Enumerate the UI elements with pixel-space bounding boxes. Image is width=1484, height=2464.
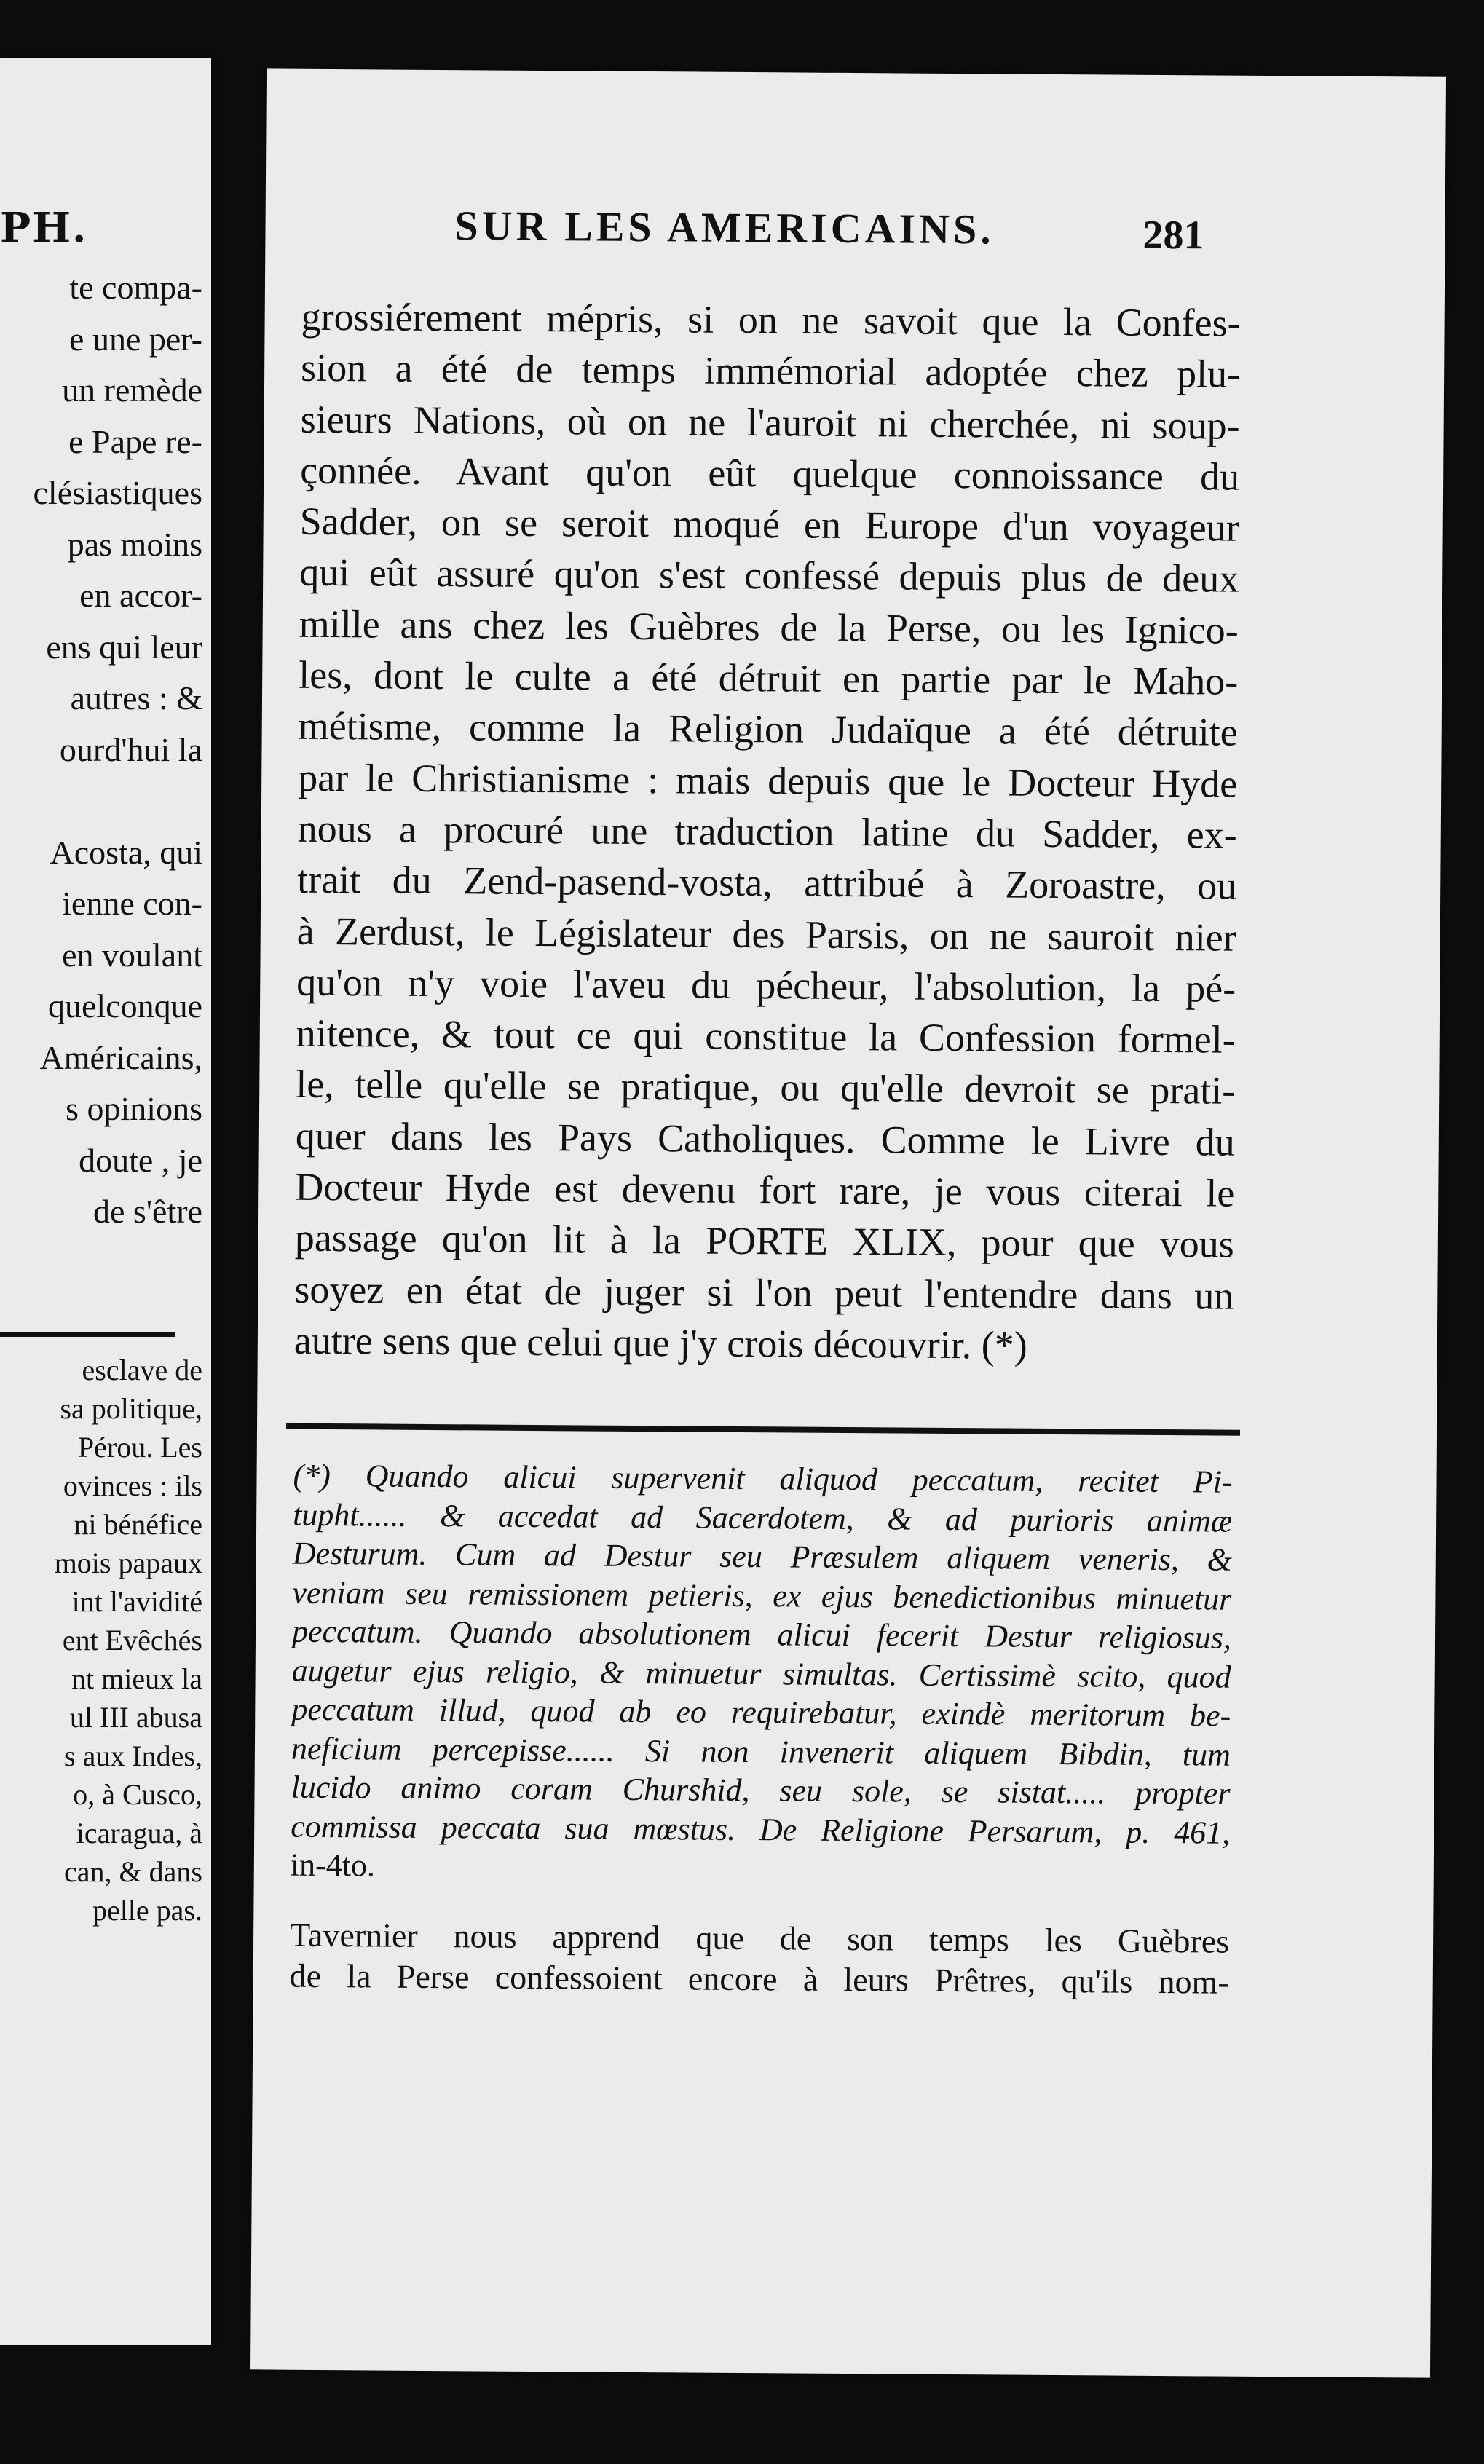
text-line: Desturum. Cum ad Destur seu Præsulem aliquem veneris, & [292, 1535, 1232, 1578]
right-page [250, 68, 1446, 2377]
text-line: à Zerdust, le Législateur des Parsis, on ne sauroit nier [296, 909, 1236, 960]
text-line: grossiérement mépris, si on ne savoit que la Confes- [301, 294, 1241, 345]
text-line: o, à Cusco, [73, 1778, 202, 1811]
text-line: ni bénéfice [74, 1508, 202, 1541]
text-line: veniam seu remissionem petieris, ex ejus benedictionibus minuetur [292, 1574, 1232, 1617]
text-line: Docteur Hyde est devenu fort rare, je vous citerai le [295, 1164, 1235, 1215]
text-line: autre sens que celui que j'y crois découvrir. (*) [293, 1318, 1027, 1367]
text-line: Américains, [39, 1038, 202, 1076]
text-line: Pérou. Les [77, 1431, 202, 1464]
text-line: sieurs Nations, où on ne l'auroit ni cherchée, ni soup- [300, 397, 1240, 448]
text-line: nt mieux la [71, 1662, 202, 1695]
text-line: can, & dans [64, 1855, 202, 1888]
text-line: trait du Zend-pasend-vosta, attribué à Zoroastre, ou [297, 857, 1237, 908]
text-line: Tavernier nous apprend que de son temps les Guèbres [289, 1916, 1230, 1960]
text-line: icaragua, à [76, 1817, 202, 1849]
text-line: sa politique, [60, 1392, 202, 1425]
text-line: métisme, comme la Religion Judaïque a été détruite [298, 704, 1238, 755]
text-line: Sadder, on se seroit moqué en Europe d'un voyageur [299, 499, 1239, 550]
text-line: çonnée. Avant qu'on eût quelque connoissance du [299, 448, 1240, 499]
text-line: commissa peccata sua mœstus. De Religione Persarum, p. 461, [291, 1808, 1231, 1851]
text-line [0, 775, 202, 827]
text-line: ovinces : ils [63, 1469, 202, 1502]
text-line: en accor- [79, 577, 202, 614]
text-line: Acosta, qui [50, 833, 202, 871]
left-page-footnote [0, 1351, 202, 1930]
text-line: e une per- [69, 320, 202, 358]
text-line: qu'on n'y voie l'aveu du pécheur, l'absolution, la pé- [296, 960, 1236, 1011]
text-line: mois papaux [54, 1547, 202, 1579]
text-line: pelle pas. [92, 1894, 202, 1927]
text-line: clésiastiques [33, 474, 202, 511]
text-line: ens qui leur [46, 628, 202, 666]
text-line: ourd'hui la [59, 730, 202, 768]
text-line: nitence, & tout ce qui constitue la Confession formel- [296, 1011, 1236, 1062]
page-number: 281 [1142, 212, 1204, 258]
left-page-text [0, 262, 202, 1238]
text-line: un remède [62, 371, 202, 408]
text-line: autres : & [70, 679, 202, 716]
text-line: sion a été de temps immémorial adoptée chez plu- [300, 346, 1241, 397]
text-line: (*) Quando alicui supervenit aliquod peccatum, recitet Pi- [293, 1457, 1233, 1500]
text-line: esclave de [82, 1354, 202, 1386]
body-text [294, 291, 1241, 1373]
text-line: mille ans chez les Guèbres de la Perse, ou les Ignico- [299, 601, 1239, 652]
text-line: quer dans les Pays Catholiques. Comme le Livre du [295, 1113, 1236, 1164]
text-line: ienne con- [62, 885, 202, 922]
text-line: soyez en état de juger si l'on peut l'entendre dans un [294, 1267, 1234, 1318]
text-line: te compa- [69, 269, 202, 306]
text-line: s opinions [66, 1090, 202, 1127]
text-line: e Pape re- [68, 422, 202, 460]
text-line: les, dont le culte a été détruit en partie par le Maho- [299, 652, 1239, 703]
footnote-rule [286, 1423, 1240, 1436]
footnote-continuation [290, 1915, 1230, 2003]
text-line: de la Perse confessoient encore à leurs Prêtres, qu'ils nom- [289, 1956, 1229, 2001]
left-page-footnote-rule [0, 1332, 175, 1337]
text-line: ent Evêchés [62, 1624, 202, 1657]
text-line: passage qu'on lit à la PORTE XLIX, pour que vous [294, 1216, 1235, 1267]
text-line: par le Christianisme : mais depuis que le Docteur Hyde [298, 755, 1238, 806]
text-line: s aux Indes, [64, 1740, 202, 1772]
running-header: SUR LES AMERICAINS. [454, 202, 995, 253]
text-line: ul III abusa [69, 1701, 202, 1734]
text-line: nous a procuré une traduction latine du Sadder, ex- [297, 806, 1237, 857]
text-line: pas moins [67, 525, 202, 563]
text-line: doute , je [79, 1141, 202, 1179]
text-line: le, telle qu'elle se pratique, ou qu'elle devroit se prati- [296, 1062, 1236, 1113]
text-line: peccatum illud, quod ab eo requirebatur, exindè meritorum be- [291, 1691, 1231, 1734]
text-line: peccatum. Quando absolutionem alicui fecerit Destur religiosus, [291, 1613, 1232, 1656]
text-line: int l'avidité [71, 1585, 202, 1618]
text-line: en voulant [62, 936, 202, 974]
left-page-header: PH. [0, 204, 88, 252]
left-page [0, 58, 211, 2345]
text-line: qui eût assuré qu'on s'est confessé depuis plus de deux [299, 550, 1239, 601]
text-line: quelconque [47, 987, 202, 1024]
text-line: tupht...... & accedat ad Sacerdotem, & ad purioris animæ [293, 1496, 1233, 1539]
text-line: in-4to. [290, 1847, 376, 1884]
text-line: lucido animo coram Churshid, seu sole, se sistat..... propter [291, 1769, 1231, 1812]
text-line: de s'être [92, 1193, 202, 1230]
footnote-text [291, 1456, 1233, 1891]
text-line: augetur ejus religio, & minuetur simultas. Certissimè scito, quod [291, 1652, 1231, 1695]
text-line: neficium percepisse...... Si non invenerit aliquem Bibdin, tum [291, 1730, 1231, 1773]
